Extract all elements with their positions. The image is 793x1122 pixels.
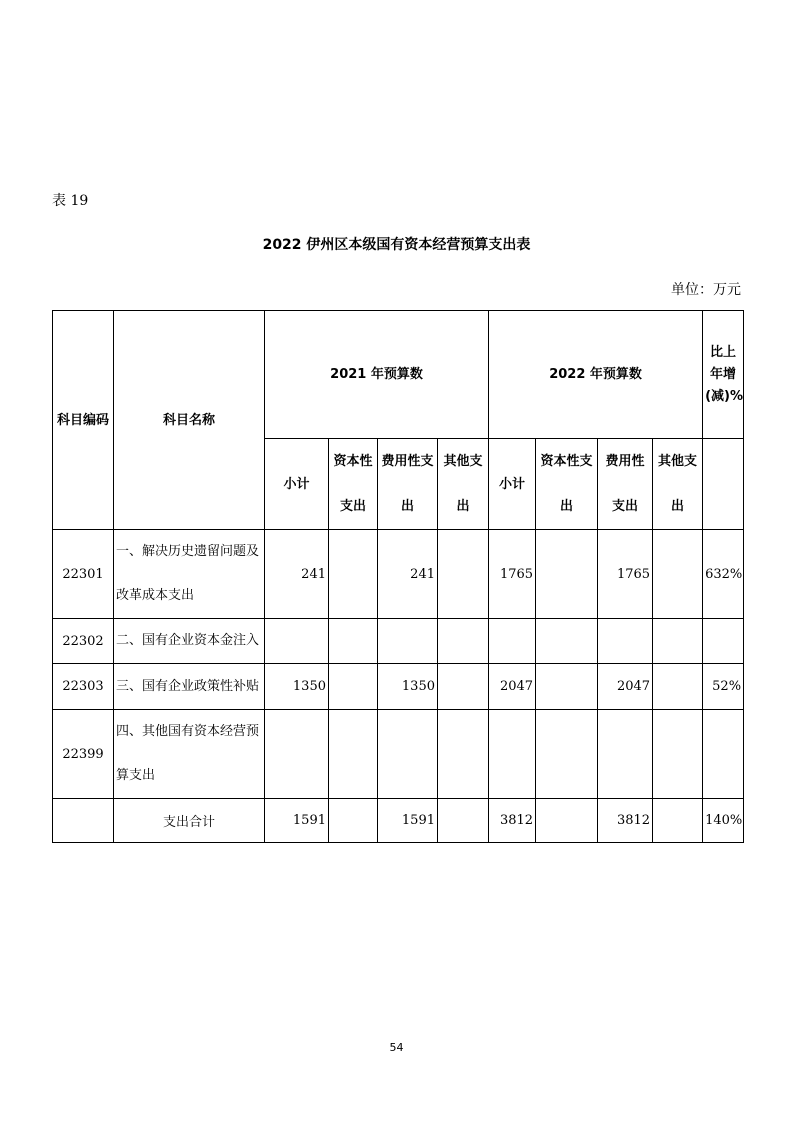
- total-2022-other: [653, 799, 703, 843]
- total-2022-capital: [536, 799, 598, 843]
- row-code: 22301: [53, 530, 114, 619]
- row-change: [703, 619, 744, 664]
- row-name: 三、国有企业政策性补贴: [114, 664, 265, 710]
- row-2022-capital: [536, 664, 598, 710]
- row-2022-capital: [536, 619, 598, 664]
- row-code: 22399: [53, 710, 114, 799]
- row-2022-capital: [536, 530, 598, 619]
- page-title: 2022 伊州区本级国有资本经营预算支出表: [262, 237, 531, 253]
- total-name: 支出合计: [114, 799, 265, 843]
- row-change: 52%: [703, 664, 744, 710]
- total-2021-expense: 1591: [378, 799, 438, 843]
- header-group-2022: 2022 年预算数: [489, 311, 703, 439]
- row-2021-other: [438, 619, 489, 664]
- row-2021-expense: [378, 710, 438, 799]
- row-2021-other: [438, 530, 489, 619]
- row-2021-expense: 241: [378, 530, 438, 619]
- row-2022-subtotal: [489, 710, 536, 799]
- header-code: 科目编码: [53, 311, 114, 530]
- row-change: [703, 710, 744, 799]
- row-2021-other: [438, 664, 489, 710]
- row-2021-expense: [378, 619, 438, 664]
- row-2021-subtotal: 241: [265, 530, 329, 619]
- total-2022-subtotal: 3812: [489, 799, 536, 843]
- row-2022-expense: 1765: [598, 530, 653, 619]
- row-change: 632%: [703, 530, 744, 619]
- row-2021-other: [438, 710, 489, 799]
- total-2021-subtotal: 1591: [265, 799, 329, 843]
- total-2022-expense: 3812: [598, 799, 653, 843]
- row-2021-expense: 1350: [378, 664, 438, 710]
- table-row: [53, 710, 744, 799]
- row-2022-expense: 2047: [598, 664, 653, 710]
- table-row: [53, 619, 744, 664]
- unit-label: 单位：万元: [671, 282, 741, 298]
- row-2022-other: [653, 710, 703, 799]
- row-2022-other: [653, 530, 703, 619]
- header-2022-subtotal: 小计: [489, 439, 536, 530]
- row-2022-other: [653, 664, 703, 710]
- header-2022-other: 其他支出: [653, 439, 703, 530]
- total-2021-capital: [329, 799, 378, 843]
- header-2022-capital: 资本性支出: [536, 439, 598, 530]
- row-2022-capital: [536, 710, 598, 799]
- header-name: 科目名称: [114, 311, 265, 530]
- row-2021-capital: [329, 664, 378, 710]
- total-change: 140%: [703, 799, 744, 843]
- row-2021-capital: [329, 710, 378, 799]
- page-number: 54: [389, 1041, 404, 1054]
- row-2022-expense: [598, 619, 653, 664]
- header-group-2021: 2021 年预算数: [265, 311, 489, 439]
- header-2022-expense: 费用性支出: [598, 439, 653, 530]
- row-2022-expense: [598, 710, 653, 799]
- header-2021-subtotal: 小计: [265, 439, 329, 530]
- row-2022-subtotal: 2047: [489, 664, 536, 710]
- row-name: 二、国有企业资本金注入: [114, 619, 265, 664]
- row-2022-other: [653, 619, 703, 664]
- row-2021-capital: [329, 619, 378, 664]
- row-2022-subtotal: [489, 619, 536, 664]
- table-row: [53, 664, 744, 710]
- row-2021-subtotal: 1350: [265, 664, 329, 710]
- row-2021-subtotal: [265, 619, 329, 664]
- budget-table: [52, 310, 744, 843]
- header-change: 比上年增(减)%: [703, 311, 744, 439]
- header-change-blank: [703, 439, 744, 530]
- row-code: 22303: [53, 664, 114, 710]
- table-total-row: [53, 799, 744, 843]
- row-2021-subtotal: [265, 710, 329, 799]
- total-code: [53, 799, 114, 843]
- row-2021-capital: [329, 530, 378, 619]
- table-row: [53, 530, 744, 619]
- table-label: 表 19: [52, 193, 89, 209]
- row-code: 22302: [53, 619, 114, 664]
- header-row-1: [53, 311, 744, 439]
- row-2022-subtotal: 1765: [489, 530, 536, 619]
- header-2021-other: 其他支出: [438, 439, 489, 530]
- total-2021-other: [438, 799, 489, 843]
- header-2021-expense: 费用性支出: [378, 439, 438, 530]
- header-2021-capital: 资本性支出: [329, 439, 378, 530]
- row-name: 四、其他国有资本经营预算支出: [114, 710, 265, 799]
- row-name: 一、解决历史遗留问题及改革成本支出: [114, 530, 265, 619]
